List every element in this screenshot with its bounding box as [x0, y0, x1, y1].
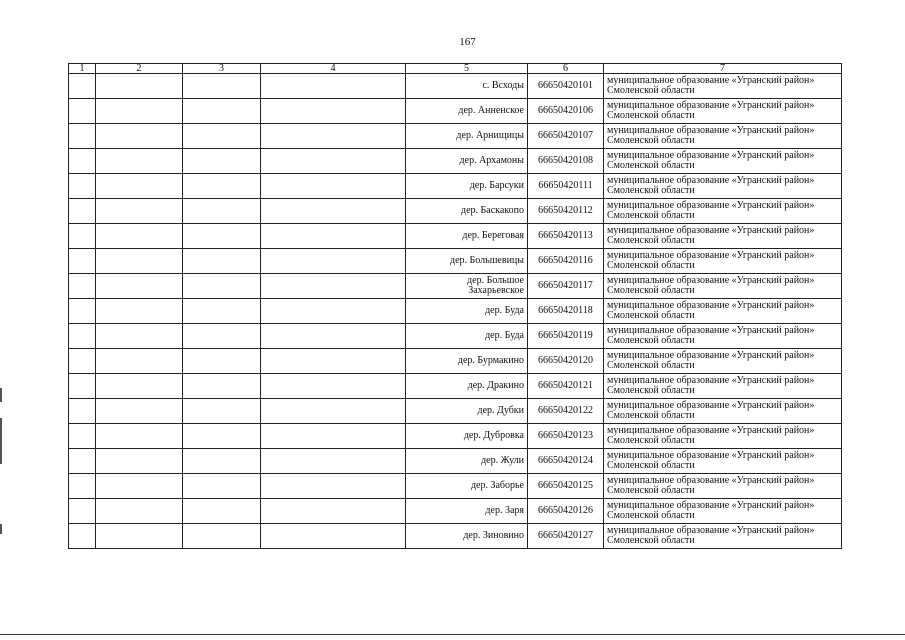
table-row: [69, 424, 842, 449]
settlement-name-cell: дер. Буда: [406, 299, 528, 324]
municipality-cell: муниципальное образование «Угранский район» Смоленской области: [604, 149, 842, 174]
table-row: [69, 324, 842, 349]
settlement-name-cell: дер. Большевицы: [406, 249, 528, 274]
empty-cell-col-4: [261, 124, 406, 149]
table-row: [69, 399, 842, 424]
empty-cell-col-1: [69, 449, 96, 474]
municipality-cell: муниципальное образование «Угранский район» Смоленской области: [604, 524, 842, 549]
empty-cell-col-2: [96, 249, 183, 274]
table-row: [69, 499, 842, 524]
empty-cell-col-4: [261, 499, 406, 524]
municipality-cell: муниципальное образование «Угранский район» Смоленской области: [604, 449, 842, 474]
empty-cell-col-1: [69, 274, 96, 299]
oktmo-code-cell: 66650420127: [528, 524, 604, 549]
oktmo-code-cell: 66650420117: [528, 274, 604, 299]
oktmo-code-cell: 66650420121: [528, 374, 604, 399]
empty-cell-col-4: [261, 149, 406, 174]
municipality-cell: муниципальное образование «Угранский район» Смоленской области: [604, 99, 842, 124]
empty-cell-col-3: [183, 399, 261, 424]
municipality-cell: муниципальное образование «Угранский район» Смоленской области: [604, 124, 842, 149]
empty-cell-col-3: [183, 124, 261, 149]
empty-cell-col-4: [261, 74, 406, 99]
empty-cell-col-1: [69, 349, 96, 374]
empty-cell-col-3: [183, 449, 261, 474]
settlement-name-cell: дер. Жули: [406, 449, 528, 474]
settlement-name-cell: дер. Баскакопо: [406, 199, 528, 224]
empty-cell-col-2: [96, 324, 183, 349]
empty-cell-col-2: [96, 524, 183, 549]
column-header-2: 2: [96, 64, 183, 74]
empty-cell-col-4: [261, 224, 406, 249]
empty-cell-col-4: [261, 399, 406, 424]
empty-cell-col-4: [261, 199, 406, 224]
empty-cell-col-4: [261, 174, 406, 199]
column-header-7: 7: [604, 64, 842, 74]
empty-cell-col-1: [69, 99, 96, 124]
settlements-table: [68, 63, 842, 549]
empty-cell-col-3: [183, 199, 261, 224]
empty-cell-col-1: [69, 249, 96, 274]
page-number: 167: [459, 36, 476, 48]
settlement-name-cell: дер. Заборье: [406, 474, 528, 499]
empty-cell-col-3: [183, 149, 261, 174]
table-row: [69, 374, 842, 399]
empty-cell-col-4: [261, 249, 406, 274]
empty-cell-col-1: [69, 299, 96, 324]
empty-cell-col-2: [96, 274, 183, 299]
empty-cell-col-3: [183, 424, 261, 449]
empty-cell-col-2: [96, 224, 183, 249]
settlement-name-cell: дер. Зиновино: [406, 524, 528, 549]
empty-cell-col-1: [69, 374, 96, 399]
oktmo-code-cell: 66650420107: [528, 124, 604, 149]
table-row: [69, 174, 842, 199]
table-row: [69, 199, 842, 224]
municipality-cell: муниципальное образование «Угранский район» Смоленской области: [604, 224, 842, 249]
empty-cell-col-3: [183, 174, 261, 199]
oktmo-code-cell: 66650420119: [528, 324, 604, 349]
empty-cell-col-3: [183, 99, 261, 124]
table-row: [69, 99, 842, 124]
settlement-name-cell: дер. Дракино: [406, 374, 528, 399]
oktmo-code-cell: 66650420122: [528, 399, 604, 424]
municipality-cell: муниципальное образование «Угранский район» Смоленской области: [604, 299, 842, 324]
municipality-cell: муниципальное образование «Угранский район» Смоленской области: [604, 324, 842, 349]
empty-cell-col-1: [69, 524, 96, 549]
empty-cell-col-3: [183, 324, 261, 349]
settlement-name-cell: дер. Арнищицы: [406, 124, 528, 149]
empty-cell-col-1: [69, 199, 96, 224]
empty-cell-col-4: [261, 99, 406, 124]
settlement-name-cell: дер. Большое Захарьевское: [406, 274, 528, 299]
oktmo-code-cell: 66650420106: [528, 99, 604, 124]
empty-cell-col-2: [96, 399, 183, 424]
oktmo-code-cell: 66650420123: [528, 424, 604, 449]
empty-cell-col-4: [261, 274, 406, 299]
empty-cell-col-1: [69, 74, 96, 99]
empty-cell-col-2: [96, 474, 183, 499]
municipality-cell: муниципальное образование «Угранский район» Смоленской области: [604, 249, 842, 274]
empty-cell-col-1: [69, 124, 96, 149]
oktmo-code-cell: 66650420101: [528, 74, 604, 99]
column-header-3: 3: [183, 64, 261, 74]
oktmo-code-cell: 66650420112: [528, 199, 604, 224]
settlement-name-cell: дер. Дубки: [406, 399, 528, 424]
settlement-name-cell: дер. Береговая: [406, 224, 528, 249]
column-header-4: 4: [261, 64, 406, 74]
municipality-cell: муниципальное образование «Угранский район» Смоленской области: [604, 399, 842, 424]
table-body: [69, 74, 842, 549]
empty-cell-col-1: [69, 224, 96, 249]
municipality-cell: муниципальное образование «Угранский район» Смоленской области: [604, 474, 842, 499]
empty-cell-col-2: [96, 149, 183, 174]
oktmo-code-cell: 66650420118: [528, 299, 604, 324]
table-row: [69, 249, 842, 274]
left-margin-mark: [0, 524, 2, 534]
oktmo-code-cell: 66650420125: [528, 474, 604, 499]
empty-cell-col-3: [183, 249, 261, 274]
empty-cell-col-2: [96, 374, 183, 399]
table-row: [69, 224, 842, 249]
table-row: [69, 274, 842, 299]
empty-cell-col-3: [183, 374, 261, 399]
settlement-name-cell: дер. Анненское: [406, 99, 528, 124]
empty-cell-col-1: [69, 474, 96, 499]
empty-cell-col-4: [261, 474, 406, 499]
settlement-name-cell: дер. Дубровка: [406, 424, 528, 449]
settlement-name-cell: дер. Буда: [406, 324, 528, 349]
table-row: [69, 349, 842, 374]
municipality-cell: муниципальное образование «Угранский район» Смоленской области: [604, 424, 842, 449]
empty-cell-col-3: [183, 224, 261, 249]
oktmo-code-cell: 66650420124: [528, 449, 604, 474]
table-row: [69, 74, 842, 99]
empty-cell-col-1: [69, 324, 96, 349]
settlement-name-cell: дер. Заря: [406, 499, 528, 524]
empty-cell-col-2: [96, 74, 183, 99]
empty-cell-col-2: [96, 424, 183, 449]
municipality-cell: муниципальное образование «Угранский район» Смоленской области: [604, 74, 842, 99]
empty-cell-col-4: [261, 324, 406, 349]
empty-cell-col-1: [69, 149, 96, 174]
settlement-name-cell: дер. Архамоны: [406, 149, 528, 174]
empty-cell-col-3: [183, 474, 261, 499]
empty-cell-col-1: [69, 499, 96, 524]
empty-cell-col-2: [96, 99, 183, 124]
table-row: [69, 524, 842, 549]
empty-cell-col-3: [183, 499, 261, 524]
column-header-5: 5: [406, 64, 528, 74]
empty-cell-col-4: [261, 524, 406, 549]
empty-cell-col-2: [96, 299, 183, 324]
table-row: [69, 299, 842, 324]
oktmo-code-cell: 66650420126: [528, 499, 604, 524]
oktmo-code-cell: 66650420111: [528, 174, 604, 199]
empty-cell-col-2: [96, 449, 183, 474]
empty-cell-col-2: [96, 174, 183, 199]
settlement-name-cell: с. Всходы: [406, 74, 528, 99]
empty-cell-col-3: [183, 274, 261, 299]
municipality-cell: муниципальное образование «Угранский район» Смоленской области: [604, 499, 842, 524]
empty-cell-col-4: [261, 299, 406, 324]
table-row: [69, 149, 842, 174]
empty-cell-col-1: [69, 174, 96, 199]
oktmo-code-cell: 66650420108: [528, 149, 604, 174]
oktmo-code-cell: 66650420113: [528, 224, 604, 249]
empty-cell-col-2: [96, 349, 183, 374]
empty-cell-col-1: [69, 399, 96, 424]
empty-cell-col-4: [261, 424, 406, 449]
table-header-row: [69, 64, 842, 74]
table-row: [69, 474, 842, 499]
empty-cell-col-3: [183, 299, 261, 324]
empty-cell-col-2: [96, 124, 183, 149]
empty-cell-col-4: [261, 349, 406, 374]
empty-cell-col-4: [261, 449, 406, 474]
settlement-name-cell: дер. Барсуки: [406, 174, 528, 199]
table-row: [69, 449, 842, 474]
left-margin-mark: [0, 418, 2, 464]
municipality-cell: муниципальное образование «Угранский район» Смоленской области: [604, 374, 842, 399]
oktmo-code-cell: 66650420120: [528, 349, 604, 374]
empty-cell-col-2: [96, 199, 183, 224]
municipality-cell: муниципальное образование «Угранский район» Смоленской области: [604, 199, 842, 224]
left-margin-mark: [0, 388, 2, 402]
empty-cell-col-3: [183, 349, 261, 374]
empty-cell-col-1: [69, 424, 96, 449]
settlement-name-cell: дер. Бурмакино: [406, 349, 528, 374]
municipality-cell: муниципальное образование «Угранский район» Смоленской области: [604, 274, 842, 299]
empty-cell-col-4: [261, 374, 406, 399]
oktmo-code-cell: 66650420116: [528, 249, 604, 274]
empty-cell-col-2: [96, 499, 183, 524]
column-header-1: 1: [69, 64, 96, 74]
municipality-cell: муниципальное образование «Угранский район» Смоленской области: [604, 349, 842, 374]
municipality-cell: муниципальное образование «Угранский район» Смоленской области: [604, 174, 842, 199]
column-header-6: 6: [528, 64, 604, 74]
bottom-rule: [0, 634, 905, 635]
empty-cell-col-3: [183, 524, 261, 549]
table-row: [69, 124, 842, 149]
empty-cell-col-3: [183, 74, 261, 99]
